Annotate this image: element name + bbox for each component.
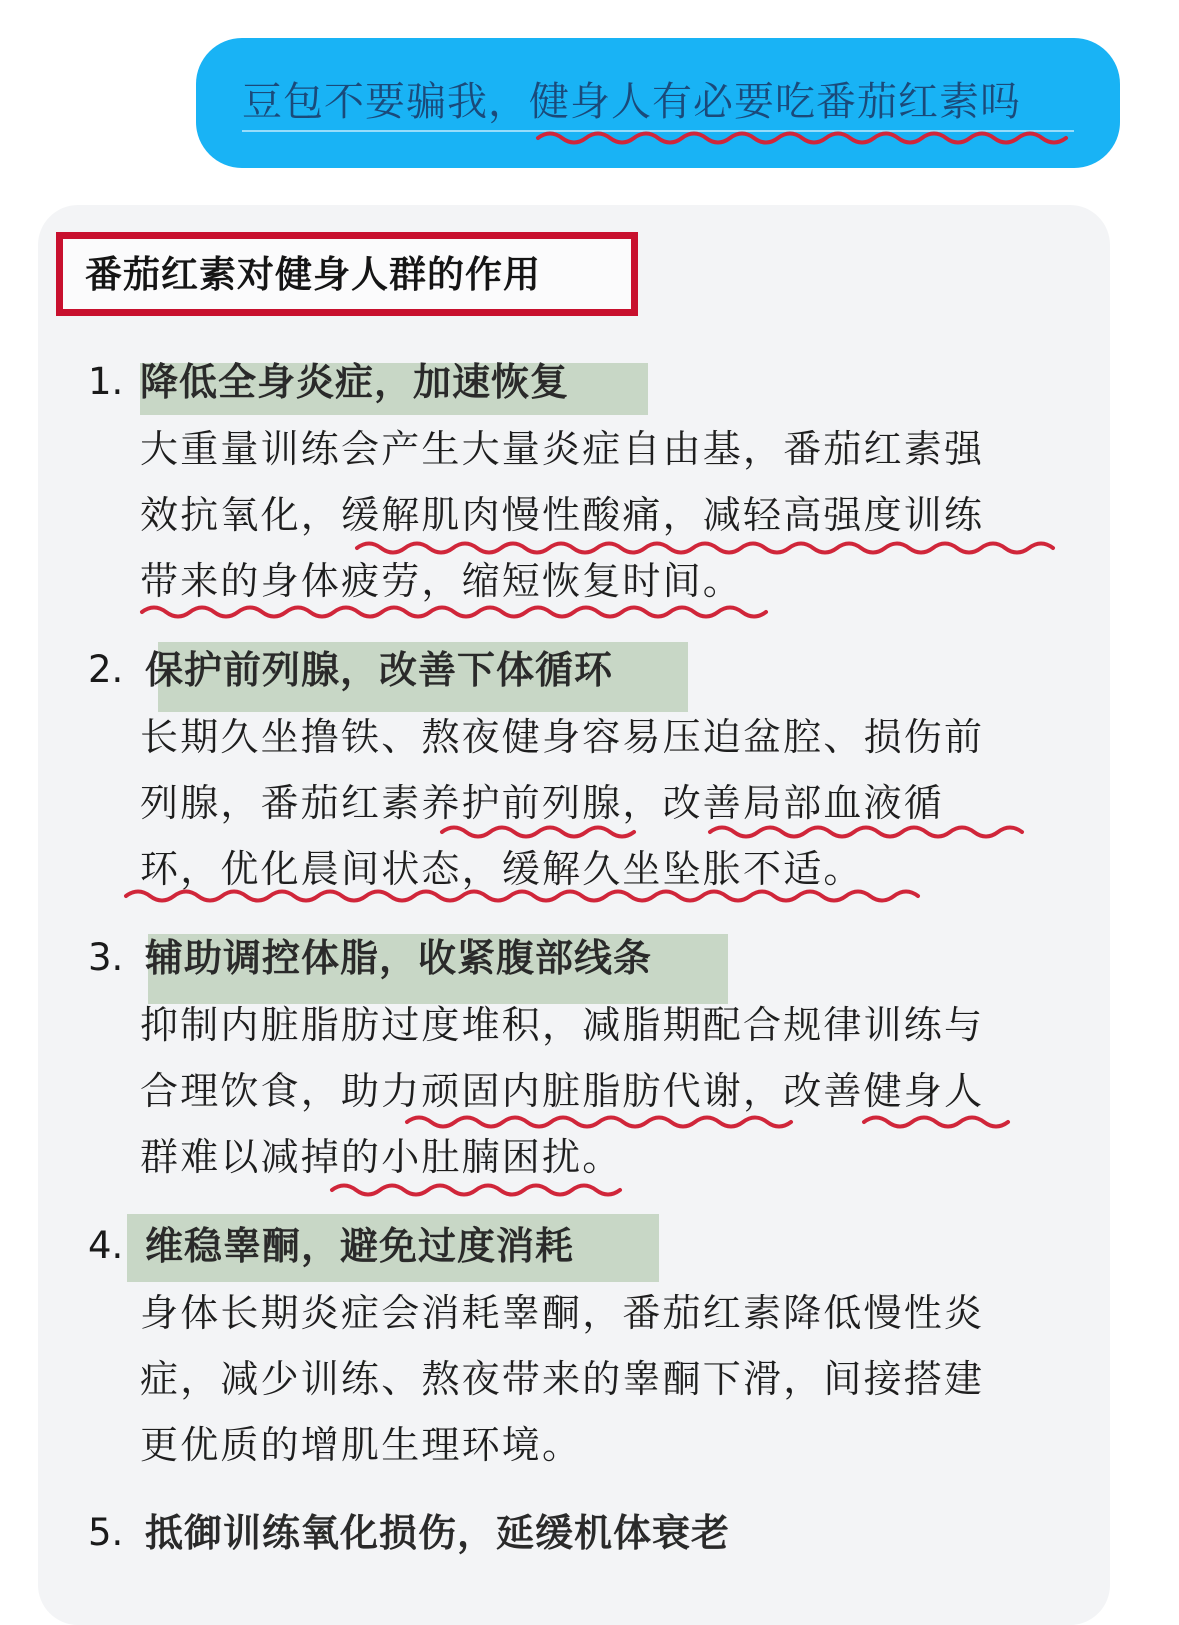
item-text-line: 合理饮食，助力顽固内脏脂肪代谢，改善健身人 [140,1069,985,1113]
item-heading: 维稳睾酮，避免过度消耗 [145,1224,575,1268]
item-text-line: 抑制内脏脂肪过度堆积，减脂期配合规律训练与 [140,1003,985,1047]
answer-title: 番茄红素对健身人群的作用 [85,253,541,296]
answer-title-box [56,232,638,316]
item-text-line: 身体长期炎症会消耗睾酮，番茄红素降低慢性炎 [140,1291,985,1335]
list-number: 4. [88,1224,124,1267]
item-text-line: 更优质的增肌生理环境。 [140,1423,583,1467]
item-text-line: 列腺，番茄红素养护前列腺，改善局部血液循 [140,781,945,825]
wavy-underline [440,822,640,842]
item-text-line: 效抗氧化，缓解肌肉慢性酸痛，减轻高强度训练 [140,493,985,537]
user-message-bubble [196,38,1120,168]
question-wavy-underline [536,128,1068,148]
item-heading: 辅助调控体脂，收紧腹部线条 [145,936,653,980]
wavy-underline [124,886,912,906]
wavy-underline [405,1112,799,1132]
user-message-text: 豆包不要骗我，健身人有必要吃番茄红素吗 [242,76,1074,132]
item-text-line: 大重量训练会产生大量炎症自由基，番茄红素强 [140,427,985,471]
wavy-underline [140,602,776,622]
item-text-line: 带来的身体疲劳，缩短恢复时间。 [140,559,744,603]
ai-answer-card [38,205,1110,1625]
wavy-underline [862,1112,1012,1132]
item-text-line: 症，减少训练、熬夜带来的睾酮下滑，间接搭建 [140,1357,985,1401]
item-heading: 抵御训练氧化损伤，延缓机体衰老 [145,1511,731,1555]
wavy-underline [355,538,1057,558]
list-number: 2. [88,648,124,691]
list-number: 3. [88,936,124,979]
item-heading: 保护前列腺，改善下体循环 [145,648,614,692]
item-text-line: 群难以减掉的小肚腩困扰。 [140,1135,623,1179]
wavy-underline [708,822,1030,842]
item-heading: 降低全身炎症，加速恢复 [140,360,570,404]
list-number: 1. [88,360,124,403]
item-text-line: 长期久坐撸铁、熬夜健身容易压迫盆腔、损伤前 [140,715,985,759]
wavy-underline [330,1180,630,1200]
item-text-line: 环，优化晨间状态，缓解久坐坠胀不适。 [140,847,864,891]
list-number: 5. [88,1511,124,1554]
